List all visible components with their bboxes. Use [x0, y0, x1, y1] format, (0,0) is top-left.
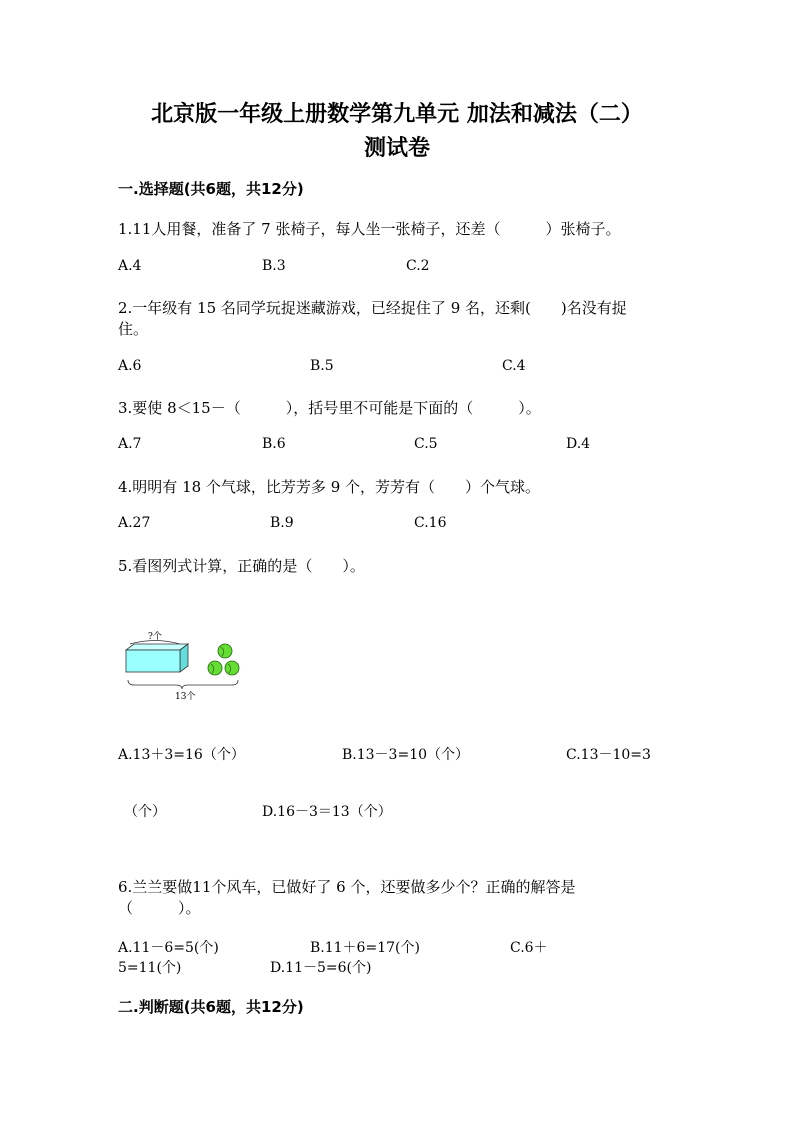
question-1-option-b[interactable]: B.3: [262, 258, 286, 274]
question-5-option-d[interactable]: D.16－3＝13（个）: [262, 804, 392, 820]
question-3-option-c[interactable]: C.5: [414, 436, 438, 452]
question-4-option-c[interactable]: C.16: [414, 515, 447, 531]
question-5-option-b[interactable]: B.13－3=10（个）: [342, 747, 470, 763]
question-2-option-c[interactable]: C.4: [502, 358, 526, 374]
question-5-option-c-continued: （个）: [124, 804, 166, 820]
question-6-option-a[interactable]: A.11－6=5(个): [118, 940, 219, 956]
question-4-option-b[interactable]: B.9: [270, 515, 294, 531]
question-5-text: 5.看图列式计算，正确的是（ ）。: [118, 557, 365, 575]
ball-icon: [218, 644, 232, 658]
section-heading-judgment: 二.判断题(共6题，共12分): [118, 998, 304, 1016]
question-4-text: 4.明明有 18 个气球，比芳芳多 9 个，芳芳有（ ）个气球。: [118, 478, 541, 496]
question-4-option-a[interactable]: A.27: [118, 515, 151, 531]
ball-icon: [208, 661, 222, 675]
question-5-figure: [118, 628, 248, 704]
question-1-text: 1.11人用餐，准备了 7 张椅子，每人坐一张椅子，还差（ ）张椅子。: [118, 220, 621, 238]
question-5-option-c[interactable]: C.13－10=3: [566, 747, 651, 763]
bottom-brace: [128, 680, 238, 689]
question-6-option-b[interactable]: B.11＋6=17(个): [310, 940, 420, 956]
question-6-text-line1: 6.兰兰要做11个风车，已做好了 6 个，还要做多少个？正确的解答是: [118, 878, 576, 896]
ball-icon: [225, 661, 239, 675]
question-6-option-c[interactable]: C.6＋: [510, 940, 548, 956]
question-2-text-line2: 住。: [118, 320, 149, 338]
question-3-option-b[interactable]: B.6: [262, 436, 286, 452]
box-top-face: [126, 644, 188, 650]
question-5-option-a[interactable]: A.13＋3=16（个）: [118, 747, 245, 763]
question-6-option-c-continued: 5=11(个): [118, 960, 182, 976]
question-2-text-line1: 2.一年级有 15 名同学玩捉迷藏游戏，已经捉住了 9 名，还剩( )名没有捉: [118, 299, 627, 317]
question-1-option-a[interactable]: A.4: [118, 258, 142, 274]
question-1-option-c[interactable]: C.2: [406, 258, 430, 274]
box-front-face: [126, 650, 180, 672]
question-3-option-d[interactable]: D.4: [566, 436, 591, 452]
question-6-option-d[interactable]: D.11－5=6(个): [270, 960, 372, 976]
question-6-text-line2: （ ）。: [118, 899, 201, 917]
question-3-text: 3.要使 8＜15－（ ），括号里不可能是下面的（ ）。: [118, 399, 541, 417]
figure-bottom-label: 13个: [175, 692, 196, 702]
section-heading-choice: 一.选择题(共6题，共12分): [118, 180, 304, 198]
question-2-option-b[interactable]: B.5: [310, 358, 334, 374]
bar-model-diagram: [118, 628, 248, 704]
figure-top-label: ?个: [148, 632, 162, 642]
page-title: 北京版一年级上册数学第九单元 加法和减法（二）: [151, 101, 643, 127]
question-3-option-a[interactable]: A.7: [118, 436, 142, 452]
page-subtitle: 测试卷: [363, 135, 430, 161]
question-2-option-a[interactable]: A.6: [118, 358, 142, 374]
